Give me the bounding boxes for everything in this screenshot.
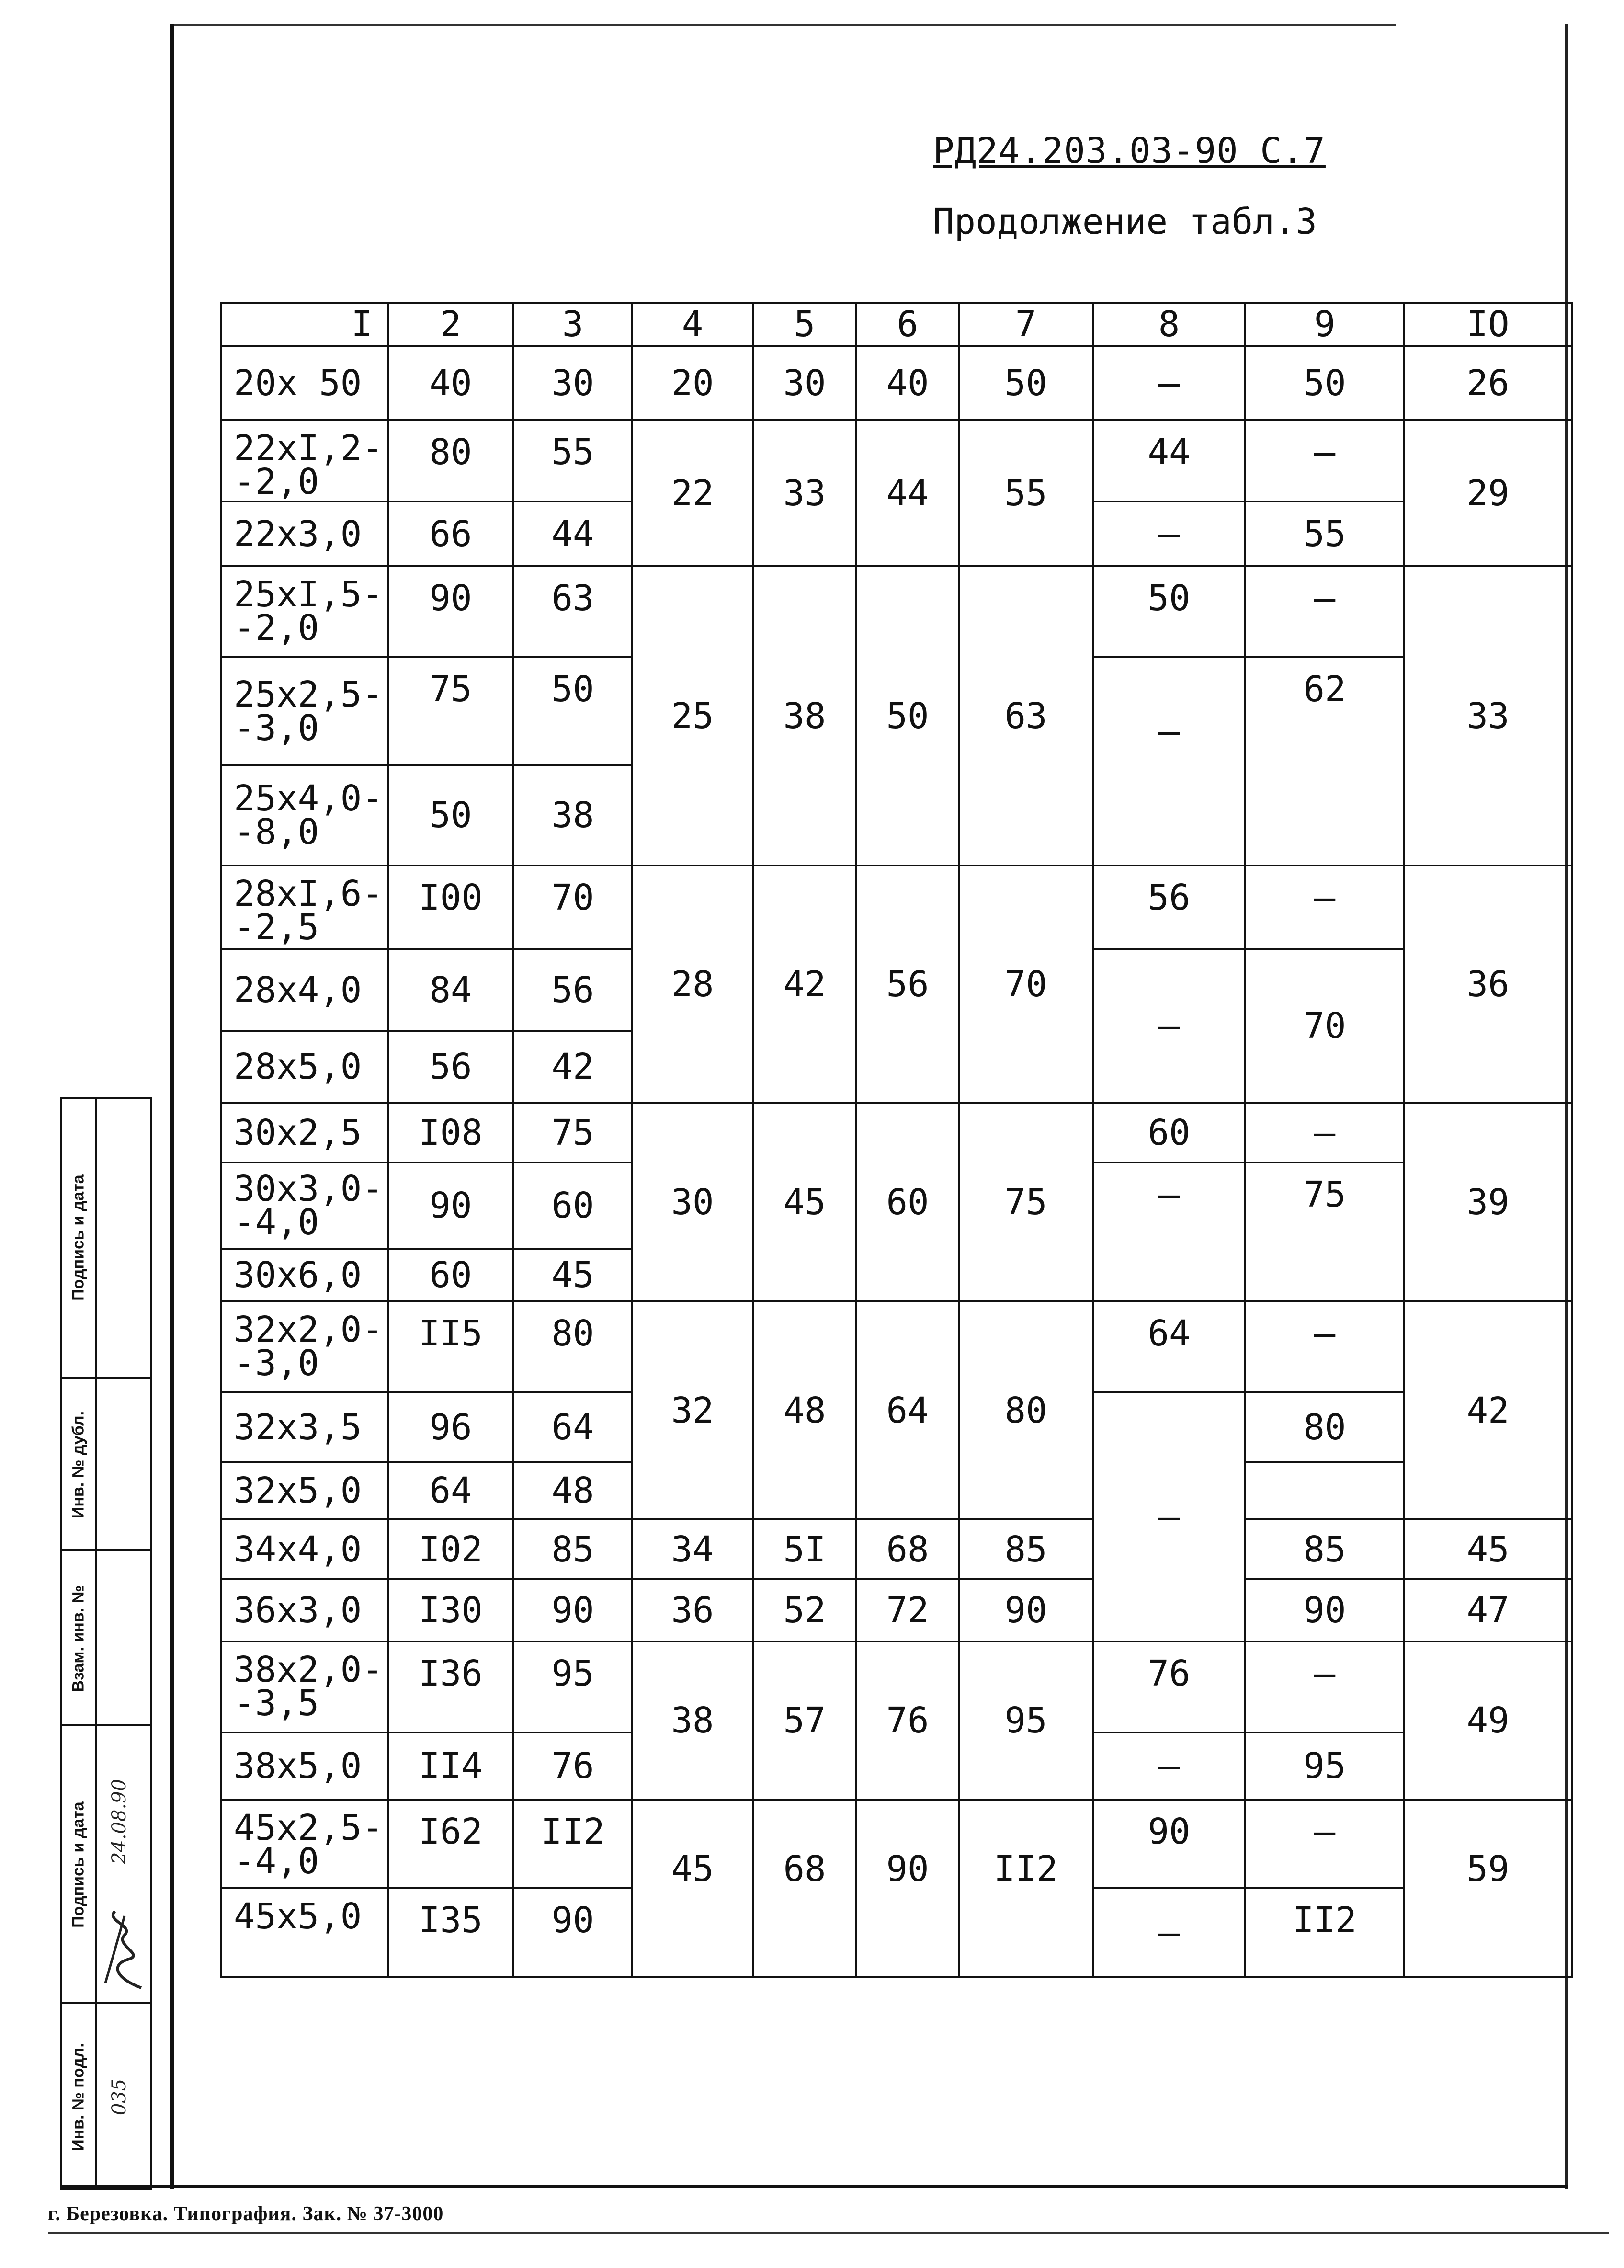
table-cell: 22 (632, 420, 753, 566)
table-cell: 30 (632, 1103, 753, 1301)
column-header: 9 (1245, 303, 1404, 346)
table-cell: 76 (856, 1641, 959, 1800)
table-cell: 63 (513, 566, 632, 657)
table-cell: 59 (1404, 1800, 1572, 1977)
column-header: IO (1404, 303, 1572, 346)
table-cell: 95 (513, 1641, 632, 1732)
table-cell: – (1245, 420, 1404, 501)
table-cell: 45 (1404, 1519, 1572, 1579)
size-cell: 32x5,0 (221, 1462, 388, 1519)
table-cell: 42 (1404, 1301, 1572, 1519)
table-cell: 90 (1245, 1579, 1404, 1641)
table-cell: 33 (1404, 566, 1572, 866)
column-header: 8 (1093, 303, 1245, 346)
table-cell: 76 (513, 1732, 632, 1800)
table-cell (1245, 1462, 1404, 1519)
table-cell: 30 (513, 346, 632, 420)
size-cell: 45x5,0 (221, 1888, 388, 1977)
table-cell: 42 (753, 866, 856, 1103)
table-cell: – (1093, 501, 1245, 566)
stamp-label: Взам. инв. № (69, 1584, 88, 1692)
table-cell: 64 (856, 1301, 959, 1519)
table-cell: 44 (513, 501, 632, 566)
table-cell: 70 (959, 866, 1093, 1103)
table-cell: 75 (959, 1103, 1093, 1301)
table-cell: 84 (388, 949, 513, 1031)
table-cell: II2 (1245, 1888, 1404, 1977)
table-cell: – (1245, 866, 1404, 949)
table-cell: I30 (388, 1579, 513, 1641)
table-cell: 75 (1245, 1162, 1404, 1301)
table-cell: 50 (1245, 346, 1404, 420)
table-cell: 20 (632, 346, 753, 420)
table-cell: 44 (1093, 420, 1245, 501)
table-cell: II4 (388, 1732, 513, 1800)
table-cell: – (1245, 566, 1404, 657)
table-cell: 28 (632, 866, 753, 1103)
table-cell: 45 (753, 1103, 856, 1301)
table-container (220, 302, 1571, 2036)
table-cell: 60 (1093, 1103, 1245, 1162)
table-row (221, 1579, 1572, 1641)
stamp-cell-original-no (62, 2002, 150, 2190)
table-cell: 36 (1404, 866, 1572, 1103)
table-cell: I35 (388, 1888, 513, 1977)
table-cell: 52 (753, 1579, 856, 1641)
size-cell: 36x3,0 (221, 1579, 388, 1641)
table-cell: 90 (388, 1162, 513, 1249)
column-header: 2 (388, 303, 513, 346)
table-cell: 50 (388, 765, 513, 866)
size-cell: 22x3,0 (221, 501, 388, 566)
size-cell: 30x3,0- -4,0 (221, 1162, 388, 1249)
handwritten-number: 035 (108, 2078, 130, 2116)
stamp-cell-duplicate-no (62, 1377, 150, 1551)
table-row (221, 420, 1572, 501)
table-cell: – (1245, 1301, 1404, 1392)
footer-rule (48, 2232, 1609, 2234)
table-row (221, 1641, 1572, 1732)
table-cell: II2 (513, 1800, 632, 1888)
table-cell: 76 (1093, 1641, 1245, 1732)
table-cell: 80 (513, 1301, 632, 1392)
stamp-label: Инв. № подл. (69, 2043, 88, 2151)
table-cell: 42 (513, 1031, 632, 1103)
table-cell: – (1245, 1800, 1404, 1888)
table-cell: 50 (513, 657, 632, 765)
size-cell: 45x2,5- -4,0 (221, 1800, 388, 1888)
size-cell: 28xI,6- -2,5 (221, 866, 388, 949)
table-cell: 49 (1404, 1641, 1572, 1800)
size-cell: 34x4,0 (221, 1519, 388, 1579)
table-cell: 56 (856, 866, 959, 1103)
document-code: РД24.203.03-90 С.7 (933, 130, 1326, 171)
table-cell: 5I (753, 1519, 856, 1579)
table-cell: 56 (388, 1031, 513, 1103)
table-cell: II2 (959, 1800, 1093, 1977)
table-cell: 29 (1404, 420, 1572, 566)
handwritten-date: 24.08.90 (108, 1778, 130, 1865)
table-cell: 50 (1093, 566, 1245, 657)
table-row (221, 1800, 1572, 1888)
table-cell: 70 (1245, 949, 1404, 1103)
footer-print-info: г. Березовка. Типография. Зак. № 37-3000 (48, 2203, 444, 2225)
table-cell: 38 (753, 566, 856, 866)
table-cell: 50 (959, 346, 1093, 420)
table-cell: 60 (856, 1103, 959, 1301)
table-cell: 57 (753, 1641, 856, 1800)
table-cell: 68 (753, 1800, 856, 1977)
column-header: 5 (753, 303, 856, 346)
table-cell: 90 (959, 1579, 1093, 1641)
table-cell: – (1093, 1392, 1245, 1641)
table-cell: 40 (856, 346, 959, 420)
table-cell: 45 (632, 1800, 753, 1977)
table-cell: 50 (856, 566, 959, 866)
table-cell: 95 (1245, 1732, 1404, 1800)
table-cell: – (1093, 346, 1245, 420)
column-header: 6 (856, 303, 959, 346)
size-cell: 28x5,0 (221, 1031, 388, 1103)
table-cell: – (1093, 657, 1245, 866)
table-cell: I00 (388, 866, 513, 949)
size-cell: 30x6,0 (221, 1249, 388, 1301)
size-cell: 28x4,0 (221, 949, 388, 1031)
table-cell: 47 (1404, 1579, 1572, 1641)
table-cell: 90 (513, 1579, 632, 1641)
table-cell: 96 (388, 1392, 513, 1462)
table-cell: 25 (632, 566, 753, 866)
size-cell: 32x3,5 (221, 1392, 388, 1462)
table-cell: 95 (959, 1641, 1093, 1800)
table-cell: 85 (959, 1519, 1093, 1579)
table-cell: 90 (388, 566, 513, 657)
table-cell: 39 (1404, 1103, 1572, 1301)
table-continuation-caption: Продолжение табл.3 (933, 201, 1317, 242)
table-cell: – (1093, 1162, 1245, 1301)
table-cell: I36 (388, 1641, 513, 1732)
size-cell: 25xI,5- -2,0 (221, 566, 388, 657)
table-cell: 90 (856, 1800, 959, 1977)
table-cell: 36 (632, 1579, 753, 1641)
table-cell: 55 (513, 420, 632, 501)
table-row (221, 346, 1572, 420)
table-row (221, 1301, 1572, 1392)
stamp-label: Инв. № дубл. (69, 1411, 88, 1519)
table-cell: 56 (513, 949, 632, 1031)
table-cell: – (1245, 1103, 1404, 1162)
size-cell: 25x4,0- -8,0 (221, 765, 388, 866)
table-cell: 38 (632, 1641, 753, 1800)
table-cell: 64 (513, 1392, 632, 1462)
size-cell: 32x2,0- -3,0 (221, 1301, 388, 1392)
column-header: I (221, 303, 388, 346)
table-cell: – (1245, 1641, 1404, 1732)
table-cell: 56 (1093, 866, 1245, 949)
handwritten-signature (96, 1906, 153, 1993)
column-header: 3 (513, 303, 632, 346)
size-cell: 20x 50 (221, 346, 388, 420)
table-cell: I62 (388, 1800, 513, 1888)
table-cell: 72 (856, 1579, 959, 1641)
table-cell: 33 (753, 420, 856, 566)
approval-stamp-block (60, 1097, 152, 2190)
table-cell: I08 (388, 1103, 513, 1162)
size-cell: 22xI,2- -2,0 (221, 420, 388, 501)
frame-left-line (170, 24, 174, 2189)
stamp-cell-signature-date (62, 1099, 150, 1377)
stamp-label: Подпись и дата (69, 1174, 88, 1301)
table-cell: 38 (513, 765, 632, 866)
table-row (221, 566, 1572, 657)
size-cell: 25x2,5- -3,0 (221, 657, 388, 765)
table-cell: 60 (513, 1162, 632, 1249)
size-cell: 38x2,0- -3,5 (221, 1641, 388, 1732)
table-cell: 80 (959, 1301, 1093, 1519)
table-cell: 44 (856, 420, 959, 566)
table-cell: 75 (513, 1103, 632, 1162)
table-cell: 48 (513, 1462, 632, 1519)
table-cell: 64 (388, 1462, 513, 1519)
table-cell: 60 (388, 1249, 513, 1301)
table-row (221, 866, 1572, 949)
size-cell: 30x2,5 (221, 1103, 388, 1162)
stamp-cell-replacement-no (62, 1549, 150, 1726)
size-cell: 38x5,0 (221, 1732, 388, 1800)
table-cell: 85 (513, 1519, 632, 1579)
frame-top-line (170, 24, 1396, 26)
table-cell: 75 (388, 657, 513, 765)
column-header: 4 (632, 303, 753, 346)
table-cell: 63 (959, 566, 1093, 866)
table-cell: 48 (753, 1301, 856, 1519)
table-cell: 80 (388, 420, 513, 501)
table-cell: – (1093, 1888, 1245, 1977)
table-cell: 80 (1245, 1392, 1404, 1462)
frame-bottom-line (62, 2185, 1568, 2188)
table-cell: – (1093, 1732, 1245, 1800)
table-cell: 70 (513, 866, 632, 949)
table-cell: II5 (388, 1301, 513, 1392)
table-cell: 66 (388, 501, 513, 566)
table-cell: 55 (1245, 501, 1404, 566)
table-cell: 32 (632, 1301, 753, 1519)
table-header-row (221, 303, 1572, 346)
table-cell: 55 (959, 420, 1093, 566)
table-cell: 26 (1404, 346, 1572, 420)
table-cell: 68 (856, 1519, 959, 1579)
table-row (221, 1103, 1572, 1162)
column-header: 7 (959, 303, 1093, 346)
table-cell: 85 (1245, 1519, 1404, 1579)
table-cell: 45 (513, 1249, 632, 1301)
table-cell: I02 (388, 1519, 513, 1579)
data-table (220, 302, 1573, 1978)
table-cell: 30 (753, 346, 856, 420)
stamp-label: Подпись и дата (69, 1801, 88, 1928)
table-cell: 34 (632, 1519, 753, 1579)
table-row (221, 1519, 1572, 1579)
table-cell: 90 (513, 1888, 632, 1977)
table-cell: 90 (1093, 1800, 1245, 1888)
table-cell: 40 (388, 346, 513, 420)
table-cell: 64 (1093, 1301, 1245, 1392)
table-cell: 62 (1245, 657, 1404, 866)
table-cell: – (1093, 949, 1245, 1103)
